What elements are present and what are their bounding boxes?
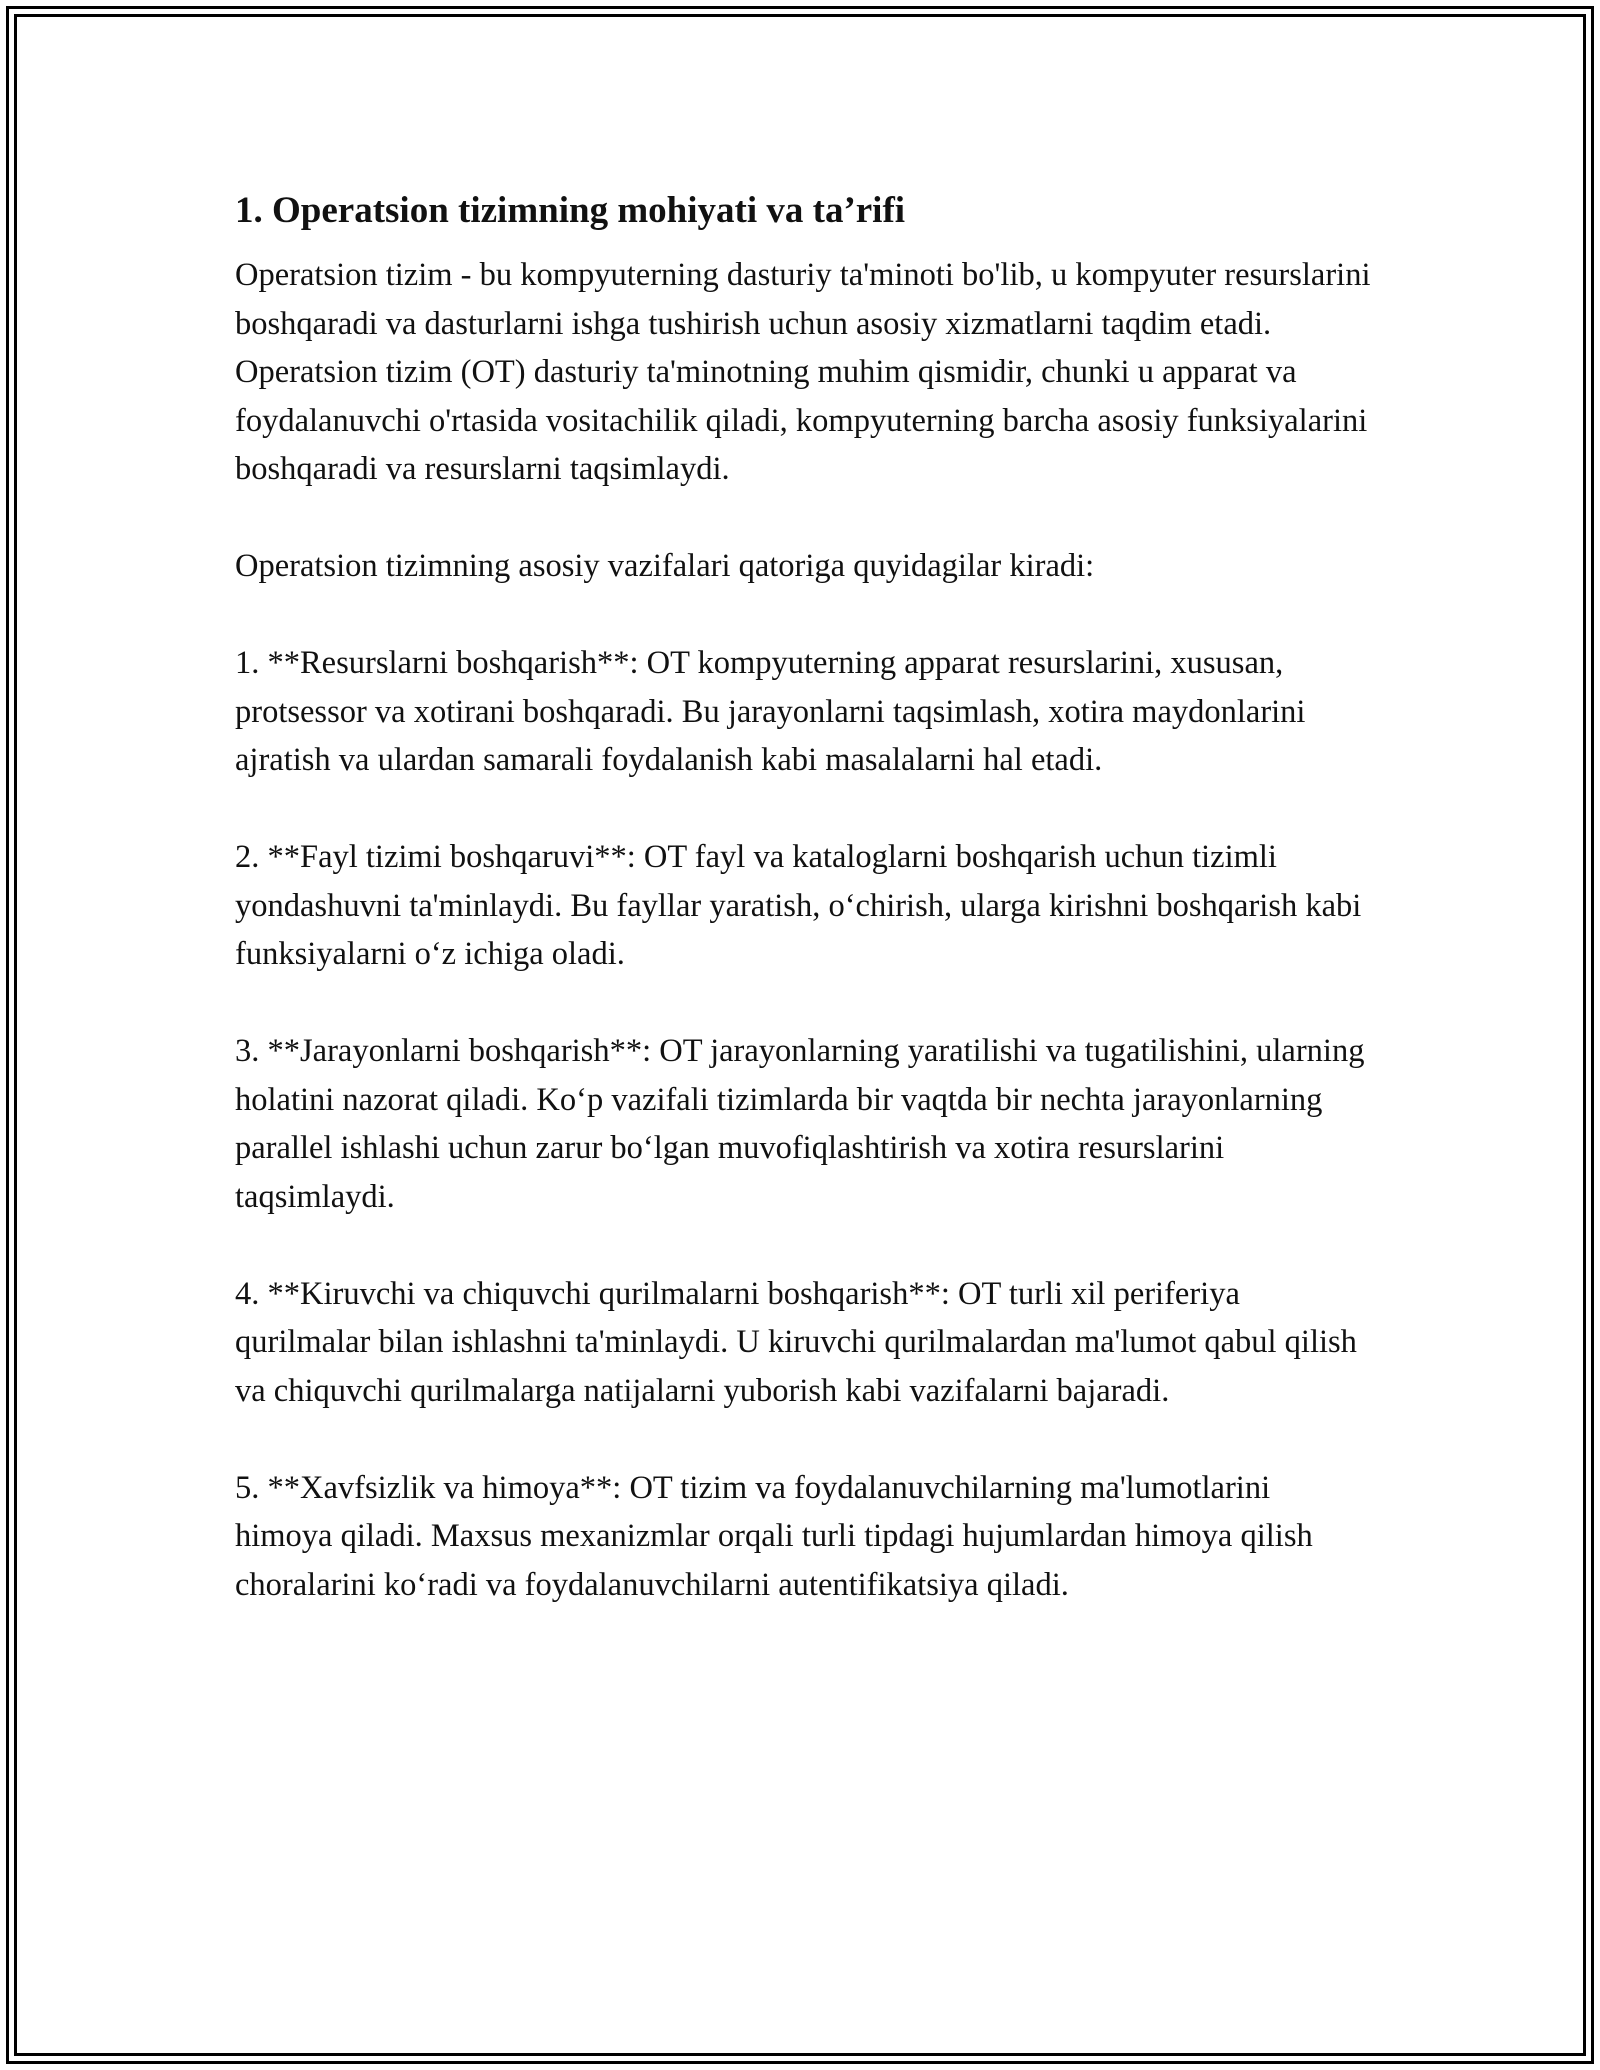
list-item-io-devices: 4. **Kiruvchi va chiquvchi qurilmalarni boshqarish**: OT turli xil periferiya qurilmalar bilan ishlashni ta'minlaydi. U kiruvchi qurilmalardan ma'lumot qabul qilish va chiquvchi qurilmalarga natijalarni yuborish kabi vazifalarni bajaradi. — [235, 1275, 1357, 1409]
intro-paragraph: Operatsion tizim - bu kompyuterning dasturiy ta'minoti bo'lib, u kompyuter resurslarini boshqaradi va dasturlarni ishga tushirish uchun asosiy xizmatlarni taqdim etadi. Operatsion tizim (OT) dasturiy ta'minotning muhim qismidir, chunki u apparat va foydalanuvchi o'rtasida vositachilik qiladi, kompyuterning barcha asosiy funksiyalarini boshqaradi va resurslarni taqsimlaydi. — [235, 257, 1371, 487]
list-item-process-management: 3. **Jarayonlarni boshqarish**: OT jarayonlarning yaratilishi va tugatilishini, ularning holatini nazorat qiladi. Koʻp vazifali tizimlarda bir vaqtda bir nechta jarayonlarning parallel ishlashi uchun zarur boʻlgan muvofiqlashtirish va xotira resurslarini taqsimlaydi. — [235, 1033, 1365, 1215]
section-heading: 1. Operatsion tizimning mohiyati va ta’rifi — [235, 190, 906, 231]
document-body — [235, 185, 1375, 1658]
list-item-security: 5. **Xavfsizlik va himoya**: OT tizim va foydalanuvchilarning ma'lumotlarini himoya qiladi. Maxsus mexanizmlar orqali turli tipdagi hujumlardan himoya qilish choralarini koʻradi va foydalanuvchilarni autentifikatsiya qiladi. — [235, 1469, 1313, 1603]
list-item-resource-management: 1. **Resurslarni boshqarish**: OT kompyuterning apparat resurslarini, xususan, protsessor va xotirani boshqaradi. Bu jarayonlarni taqsimlash, xotira maydonlarini ajratish va ulardan samarali foydalanish kabi masalalarni hal etadi. — [235, 645, 1306, 778]
tasks-intro-paragraph: Operatsion tizimning asosiy vazifalari qatoriga quyidagilar kiradi: — [235, 548, 1095, 584]
list-item-file-system: 2. **Fayl tizimi boshqaruvi**: OT fayl va kataloglarni boshqarish uchun tizimli yondashuvni ta'minlaydi. Bu fayllar yaratish, oʻchirish, ularga kirishni boshqarish kabi funksiyalarni oʻz ichiga oladi. — [235, 839, 1362, 972]
